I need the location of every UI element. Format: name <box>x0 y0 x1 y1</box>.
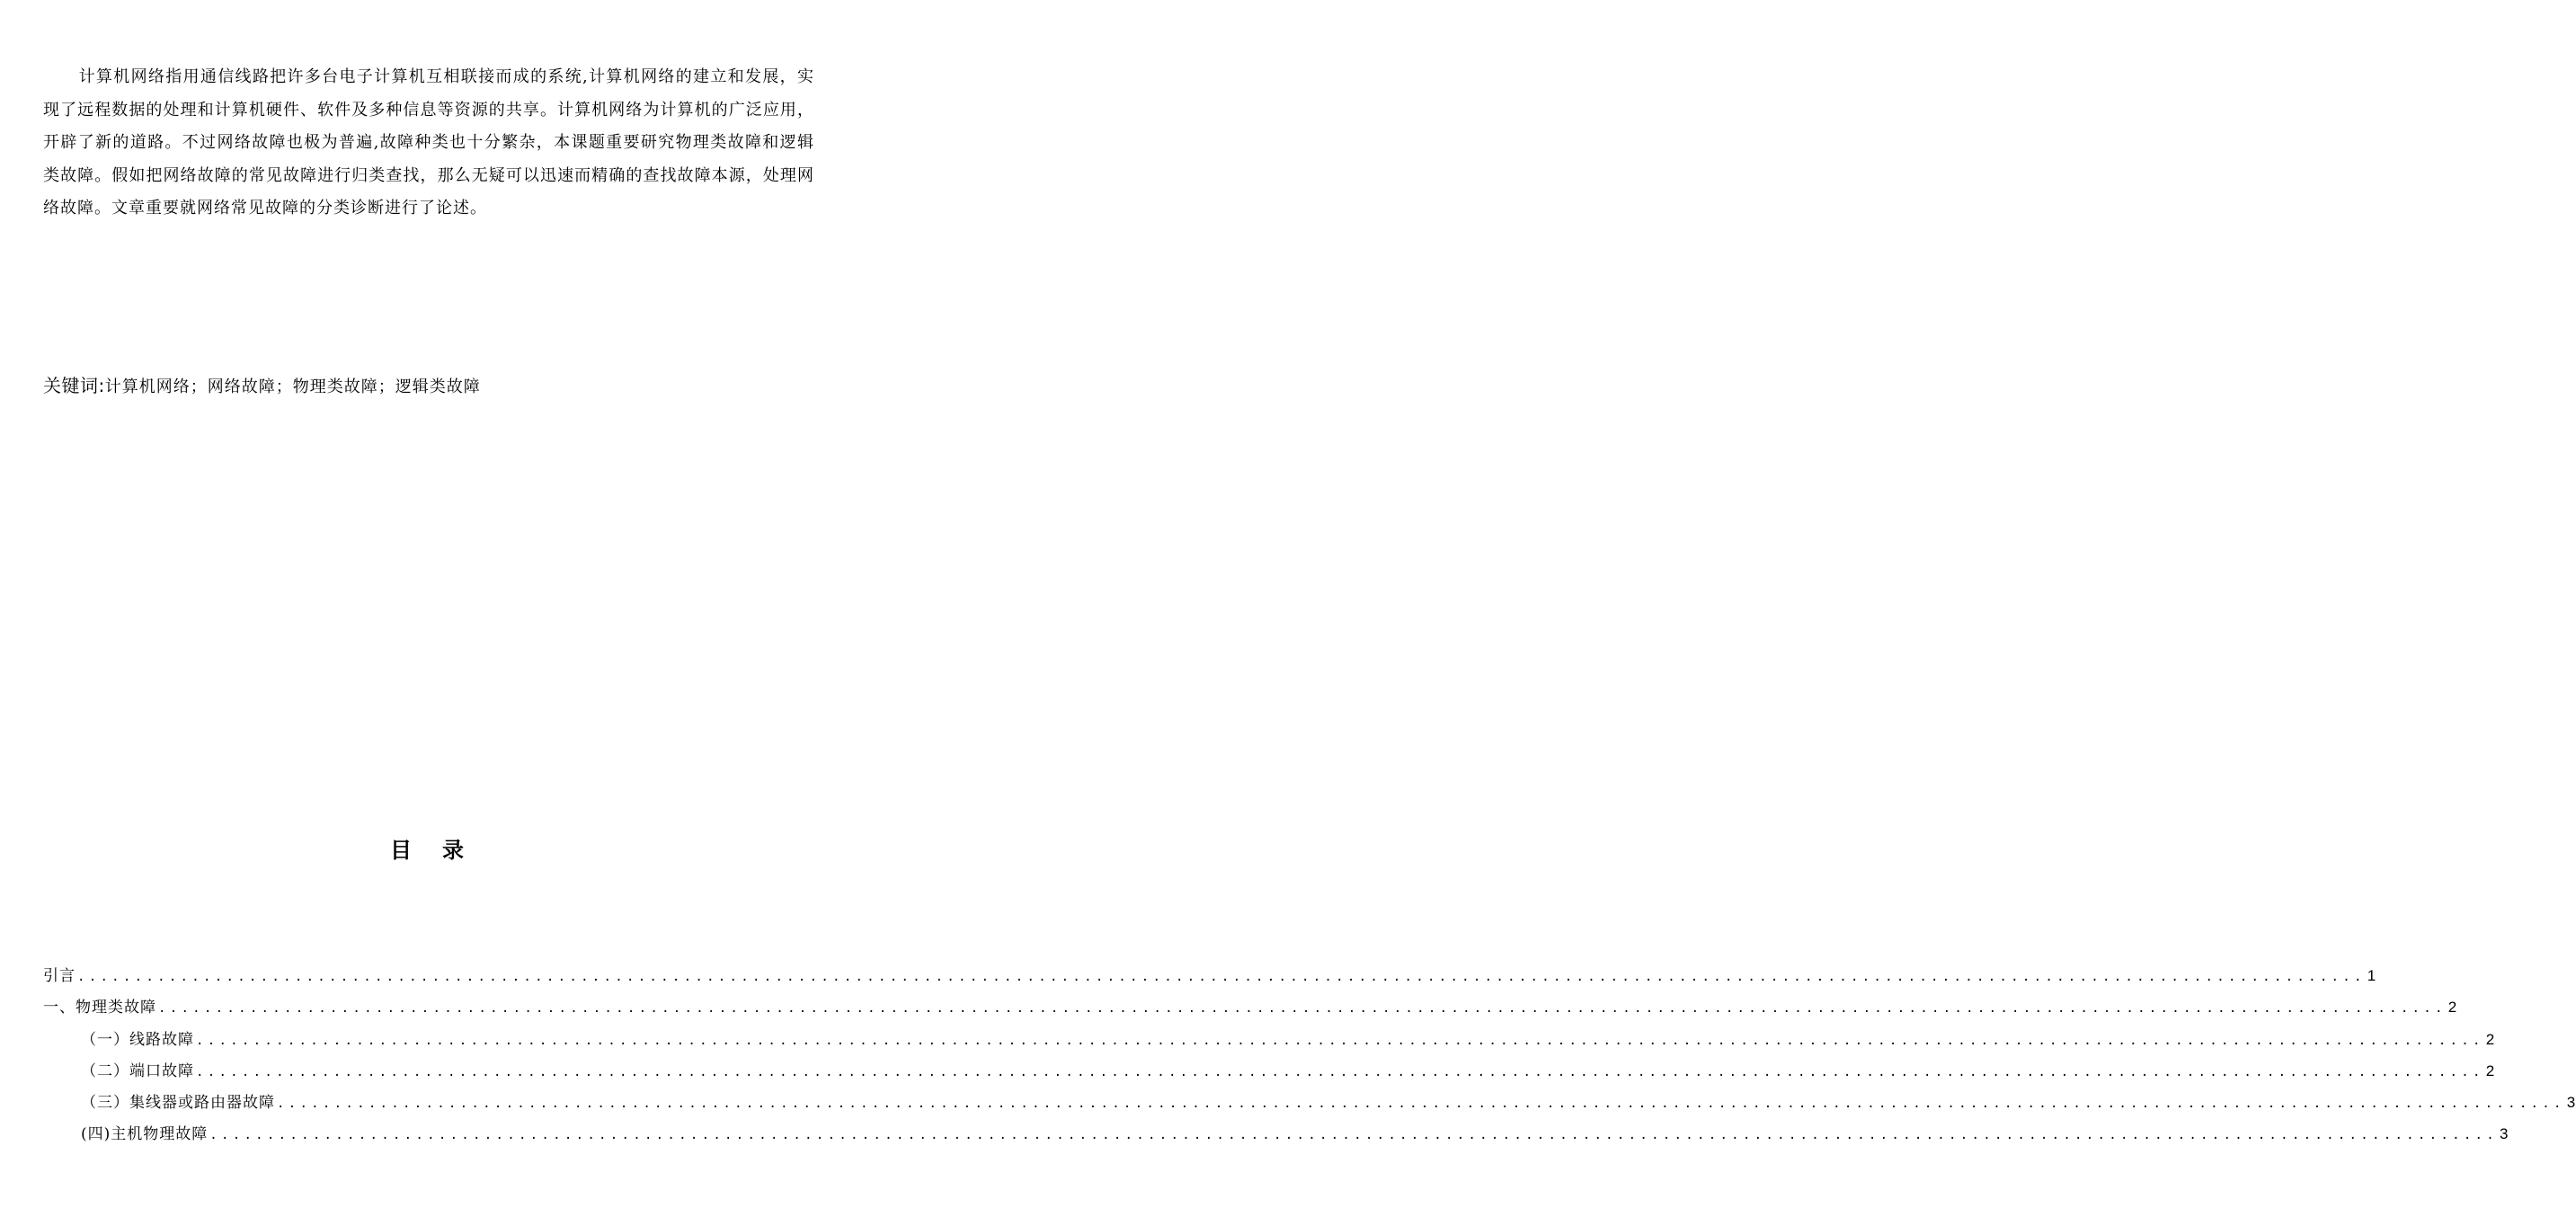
toc-entry-introduction[interactable] <box>43 960 2377 991</box>
toc-dot-leader: ........................................................................................................................................................................................................ <box>196 1033 2484 1048</box>
toc-entry-label: (四)主机物理故障 <box>81 1125 209 1144</box>
toc-entry-page: 2 <box>2485 1030 2496 1048</box>
toc-entry-label: 一、物理类故障 <box>43 999 156 1017</box>
toc-entry-label: 引言 <box>43 967 76 985</box>
keywords-line <box>43 372 481 401</box>
keywords-value: 计算机网络；网络故障；物理类故障；逻辑类故障 <box>104 378 481 396</box>
abstract-paragraph: 计算机网络指用通信线路把许多台电子计算机互相联接而成的系统,计算机网络的建立和发展，实现了远程数据的处理和计算机硬件、软件及多种信息等资源的共享。计算机网络为计算机的广泛应用，开辟了新的道路。不过网络故障也极为普遍,故障种类也十分繁杂，本课题重要研究物理类故障和逻辑类故障。假如把网络故障的常见故障进行归类查找，那么无疑可以迅速而精确的查找故障本源，处理网络故障。文章重要就网络常见故障的分类诊断进行了论述。 <box>43 67 814 218</box>
toc-entry-physical-faults[interactable] <box>43 991 2458 1023</box>
table-of-contents <box>43 960 2576 1150</box>
toc-dot-leader: ........................................................................................................................................................................................................ <box>209 1128 2499 1143</box>
toc-dot-leader: ........................................................................................................................................................................................................ <box>196 1064 2484 1079</box>
toc-dot-leader: ........................................................................................................................................................................................................ <box>158 1001 2447 1017</box>
toc-dot-leader: ........................................................................................................................................................................................................ <box>277 1097 2565 1112</box>
toc-entry-page: 2 <box>2485 1061 2496 1079</box>
toc-dot-leader: ........................................................................................................................................................................................................ <box>77 970 2366 984</box>
toc-entry-label: （二）端口故障 <box>81 1061 194 1080</box>
toc-entry-hub-router-faults[interactable] <box>43 1087 2576 1118</box>
toc-entry-page: 3 <box>2500 1125 2509 1143</box>
toc-entry-host-physical-faults[interactable] <box>43 1118 2509 1150</box>
keywords-label: 关键词: <box>43 375 105 396</box>
toc-entry-page: 3 <box>2566 1094 2576 1112</box>
toc-entry-line-faults[interactable] <box>43 1024 2496 1055</box>
toc-title: 目录 <box>390 838 494 863</box>
toc-entry-label: （三）集线器或路由器故障 <box>81 1094 275 1113</box>
toc-entry-page: 1 <box>2367 967 2377 984</box>
toc-entry-label: （一）线路故障 <box>81 1030 194 1049</box>
toc-entry-page: 2 <box>2447 999 2458 1017</box>
toc-entry-port-faults[interactable] <box>43 1055 2496 1087</box>
